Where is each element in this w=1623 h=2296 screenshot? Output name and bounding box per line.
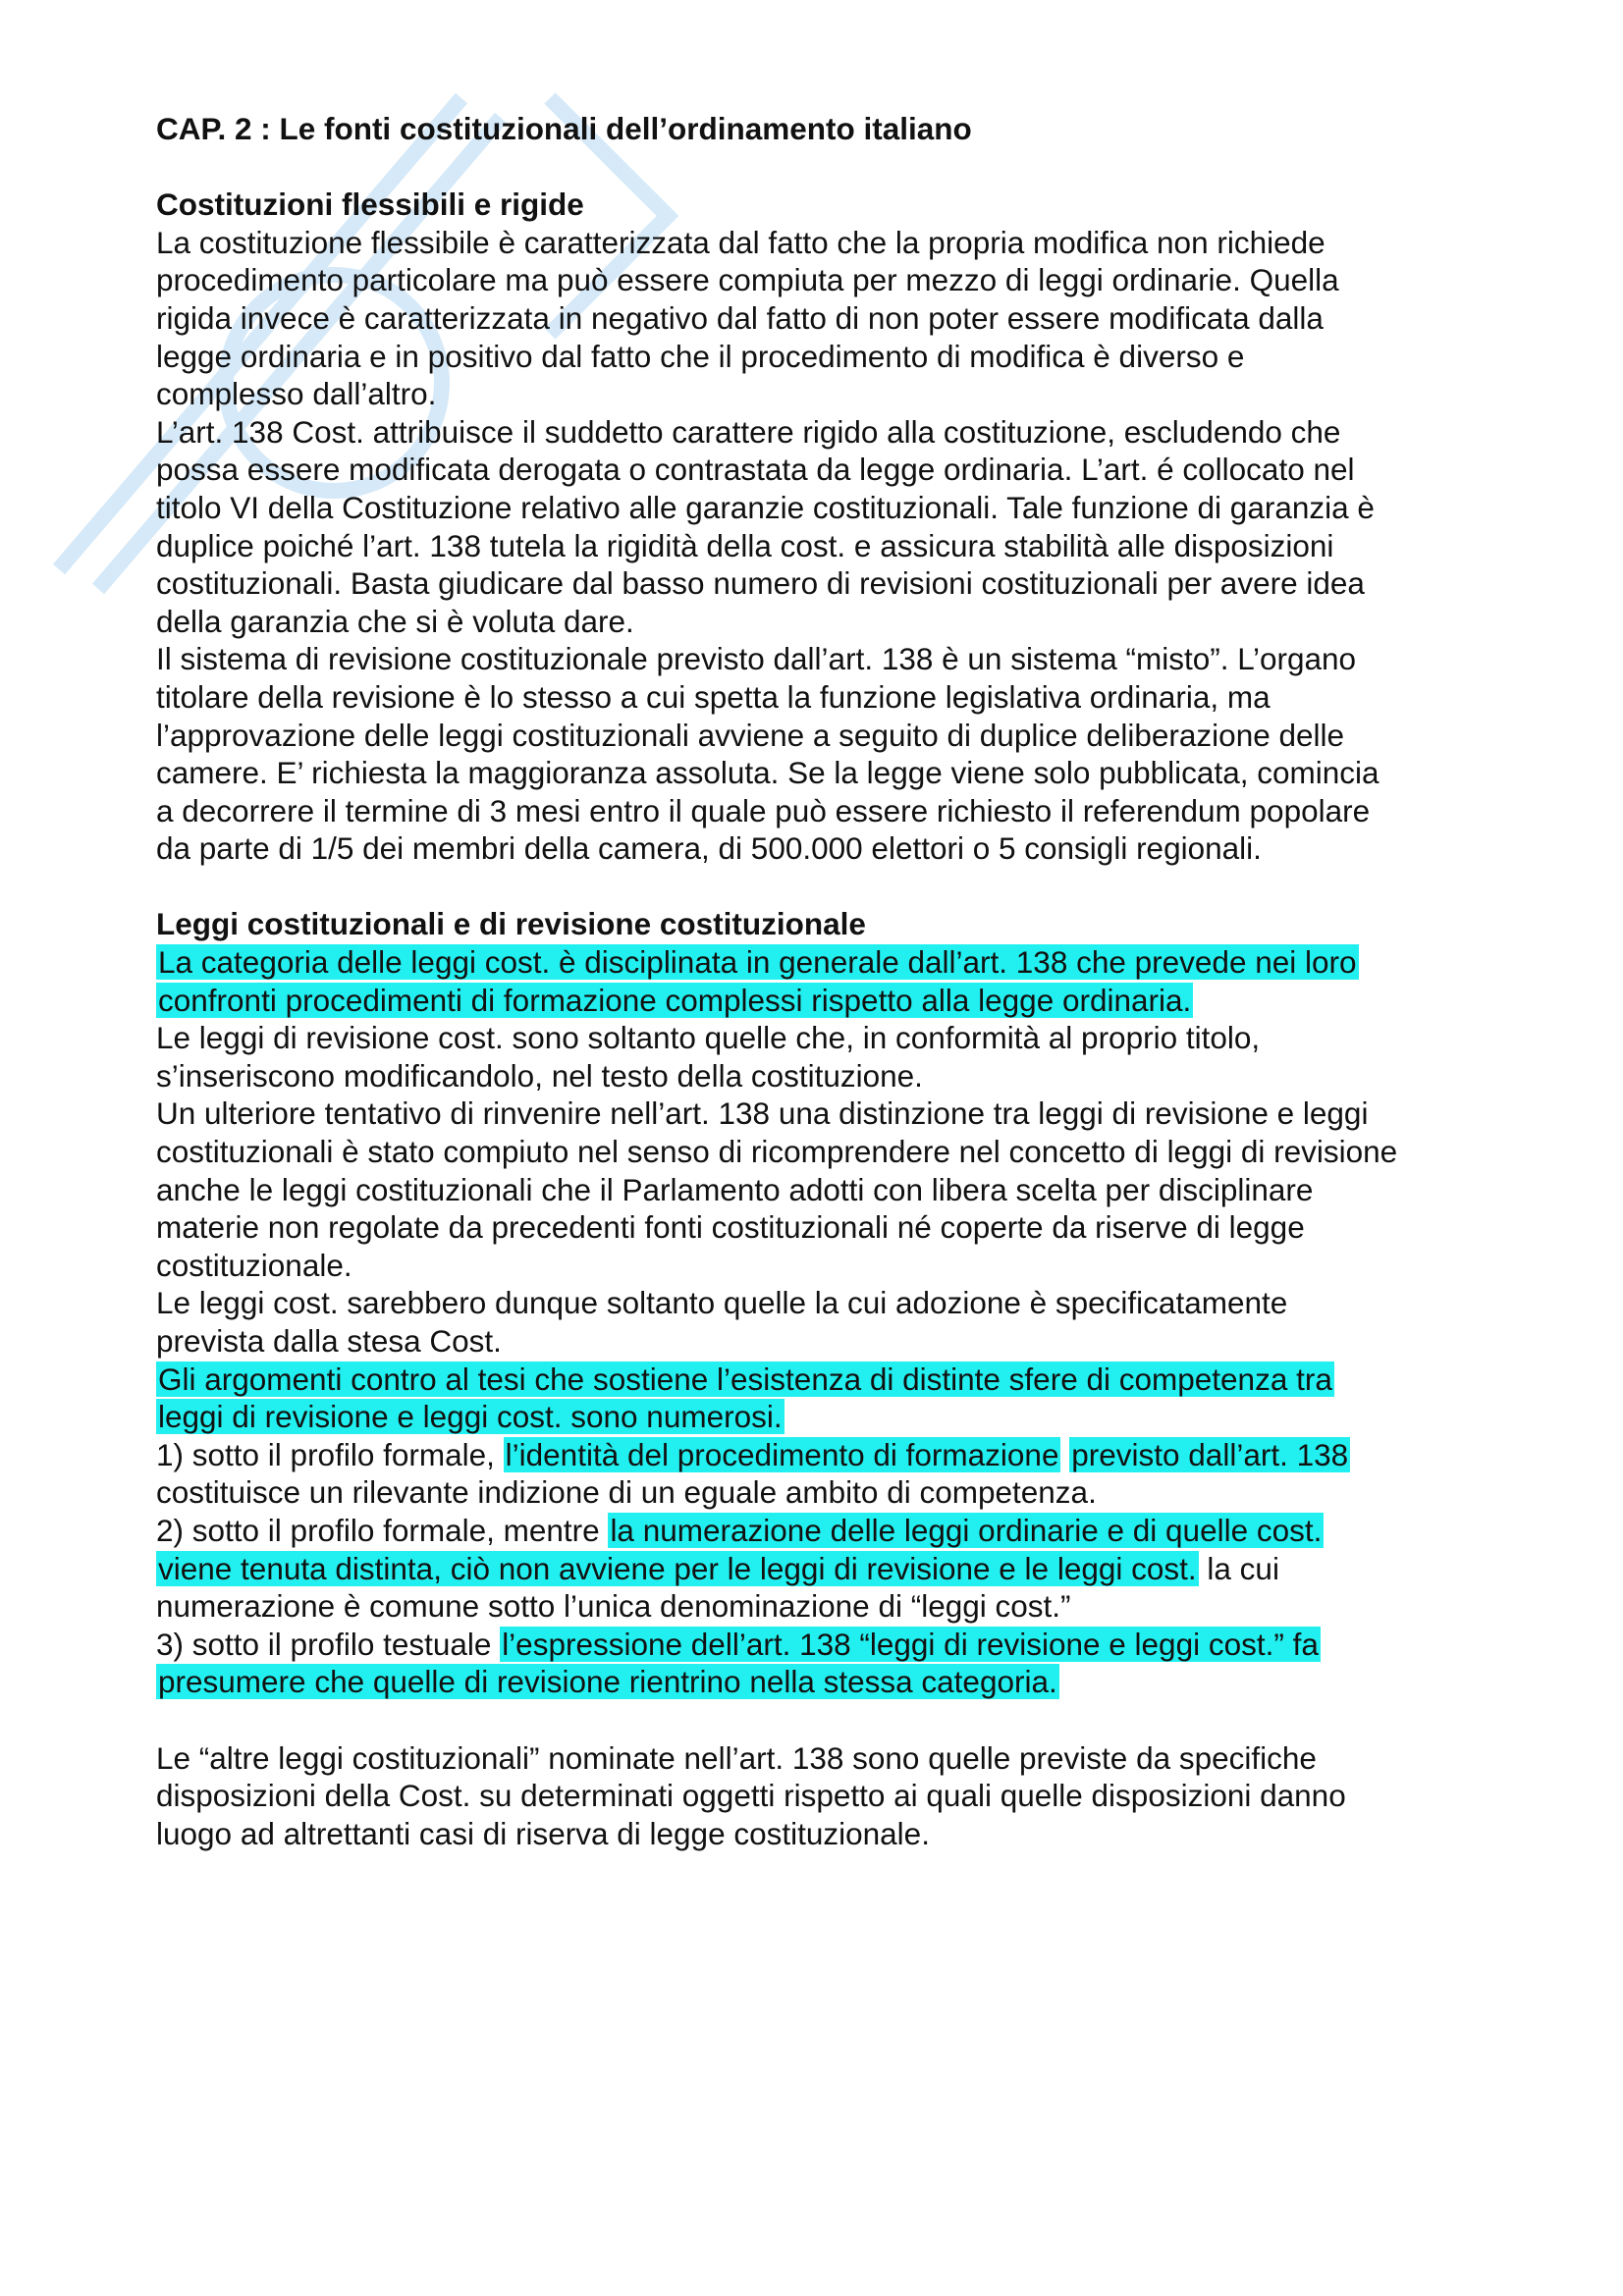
paragraph-line: della garanzia che si è voluta dare. bbox=[156, 603, 634, 639]
paragraph-line: possa essere modificata derogata o contrastata da legge ordinaria. L’art. é collocato nel bbox=[156, 452, 1355, 488]
paragraph-line: L’art. 138 Cost. attribuisce il suddetto carattere rigido alla costituzione, escludendo che bbox=[156, 413, 1341, 450]
paragraph-line: Un ulteriore tentativo di rinvenire nell’art. 138 una distinzione tra leggi di revisione e leggi bbox=[156, 1095, 1369, 1132]
paragraph-line: l’approvazione delle leggi costituzionali avviene a seguito di duplice deliberazione delle bbox=[156, 717, 1345, 753]
highlighted-text: previsto dall’art. 138 bbox=[1071, 1436, 1349, 1472]
highlighted-text: confronti procedimenti di formazione complessi rispetto alla legge ordinaria. bbox=[158, 982, 1192, 1018]
paragraph-line: anche le leggi costituzionali che il Parlamento adotti con libera scelta per disciplinare bbox=[156, 1171, 1314, 1207]
paragraph-line: complesso dall’altro. bbox=[156, 376, 437, 412]
highlighted-text: la numerazione delle leggi ordinarie e di quelle cost. bbox=[610, 1512, 1323, 1548]
paragraph-line: a decorrere il termine di 3 mesi entro il quale può essere richiesto il referendum popolare bbox=[156, 792, 1371, 828]
paragraph-line: Le leggi di revisione cost. sono soltanto quelle che, in conformità al proprio titolo, bbox=[156, 1020, 1261, 1056]
paragraph-line: costituzionali. Basta giudicare dal basso numero di revisioni costituzionali per avere idea bbox=[156, 565, 1365, 602]
paragraph-line: costituisce un rilevante indizione di un eguale ambito di competenza. bbox=[156, 1474, 1097, 1511]
paragraph-line: camere. E’ richiesta la maggioranza assoluta. Se la legge viene solo pubblicata, comincia bbox=[156, 755, 1380, 791]
paragraph-line: procedimento particolare ma può essere compiuta per mezzo di leggi ordinarie. Quella bbox=[156, 262, 1339, 298]
paragraph-line: disposizioni della Cost. su determinati oggetti rispetto ai quali quelle disposizioni danno bbox=[156, 1778, 1346, 1814]
paragraph-line: prevista dalla stesa Cost. bbox=[156, 1323, 502, 1359]
paragraph-line: costituzionale. bbox=[156, 1247, 352, 1283]
list-item-2 bbox=[156, 1512, 1491, 1550]
paragraph-line: legge ordinaria e in positivo dal fatto che il procedimento di modifica è diverso e bbox=[156, 338, 1245, 374]
list-item-text: la cui bbox=[1198, 1550, 1279, 1586]
paragraph-line: duplice poiché l’art. 138 tutela la rigidità della cost. e assicura stabilità alle disposizioni bbox=[156, 527, 1334, 563]
paragraph-line: titolare della revisione è lo stesso a cui spetta la funzione legislativa ordinaria, ma bbox=[156, 678, 1271, 715]
paragraph-line: titolo VI della Costituzione relativo alle garanzie costituzionali. Tale funzione di garanzia è bbox=[156, 489, 1375, 525]
paragraph-line: luogo ad altrettanti casi di riserva di legge costituzionale. bbox=[156, 1815, 930, 1851]
highlighted-text: viene tenuta distinta, ciò non avviene per le leggi di revisione e le leggi cost. bbox=[158, 1550, 1197, 1586]
highlighted-text: presumere che quelle di revisione rientrino nella stessa categoria. bbox=[158, 1664, 1057, 1700]
paragraph-line: Il sistema di revisione costituzionale previsto dall’art. 138 è un sistema “misto”. L’organo bbox=[156, 641, 1357, 677]
list-item-1 bbox=[156, 1436, 1491, 1474]
highlighted-text: leggi di revisione e leggi cost. sono numerosi. bbox=[158, 1399, 783, 1435]
section-heading: Leggi costituzionali e di revisione costituzionale bbox=[156, 906, 866, 942]
section-heading: Costituzioni flessibili e rigide bbox=[156, 187, 584, 223]
highlighted-text: Gli argomenti contro al tesi che sostiene l’esistenza di distinte sfere di competenza tra bbox=[158, 1361, 1332, 1397]
chapter-title: CAP. 2 : Le fonti costituzionali dell’ordinamento italiano bbox=[156, 111, 972, 146]
paragraph-line: Le “altre leggi costituzionali” nominate nell’art. 138 sono quelle previste da specifiche bbox=[156, 1739, 1317, 1776]
highlighted-text: La categoria delle leggi cost. è disciplinata in generale dall’art. 138 che prevede nei loro bbox=[158, 944, 1357, 981]
paragraph-line: da parte di 1/5 dei membri della camera, di 500.000 elettori o 5 consigli regionali. bbox=[156, 830, 1262, 867]
paragraph-line: costituzionali è stato compiuto nel senso di ricomprendere nel concetto di leggi di revisione bbox=[156, 1134, 1398, 1170]
paragraph-line: La costituzione flessibile è caratterizzata dal fatto che la propria modifica non richiede bbox=[156, 224, 1325, 260]
paragraph-line: rigida invece è caratterizzata in negativo dal fatto di non poter essere modificata dalla bbox=[156, 299, 1324, 336]
list-item-3 bbox=[156, 1626, 1491, 1664]
highlighted-text: l’identità del procedimento di formazione bbox=[505, 1436, 1059, 1472]
list-item-text: 3) sotto il profilo testuale bbox=[156, 1626, 501, 1662]
document-body bbox=[156, 110, 1491, 1852]
list-item-text: 1) sotto il profilo formale, bbox=[156, 1436, 504, 1472]
paragraph-line: Le leggi cost. sarebbero dunque soltanto quelle la cui adozione è specificatamente bbox=[156, 1285, 1288, 1321]
highlighted-text: l’espressione dell’art. 138 “leggi di revisione e leggi cost.” fa bbox=[502, 1626, 1319, 1662]
paragraph-line: materie non regolate da precedenti fonti costituzionali né coperte da riserve di legge bbox=[156, 1209, 1305, 1246]
paragraph-line: s’inseriscono modificandolo, nel testo della costituzione. bbox=[156, 1057, 923, 1094]
paragraph-line: numerazione è comune sotto l’unica denominazione di “leggi cost.” bbox=[156, 1588, 1071, 1625]
list-item-text: 2) sotto il profilo formale, mentre bbox=[156, 1512, 609, 1548]
